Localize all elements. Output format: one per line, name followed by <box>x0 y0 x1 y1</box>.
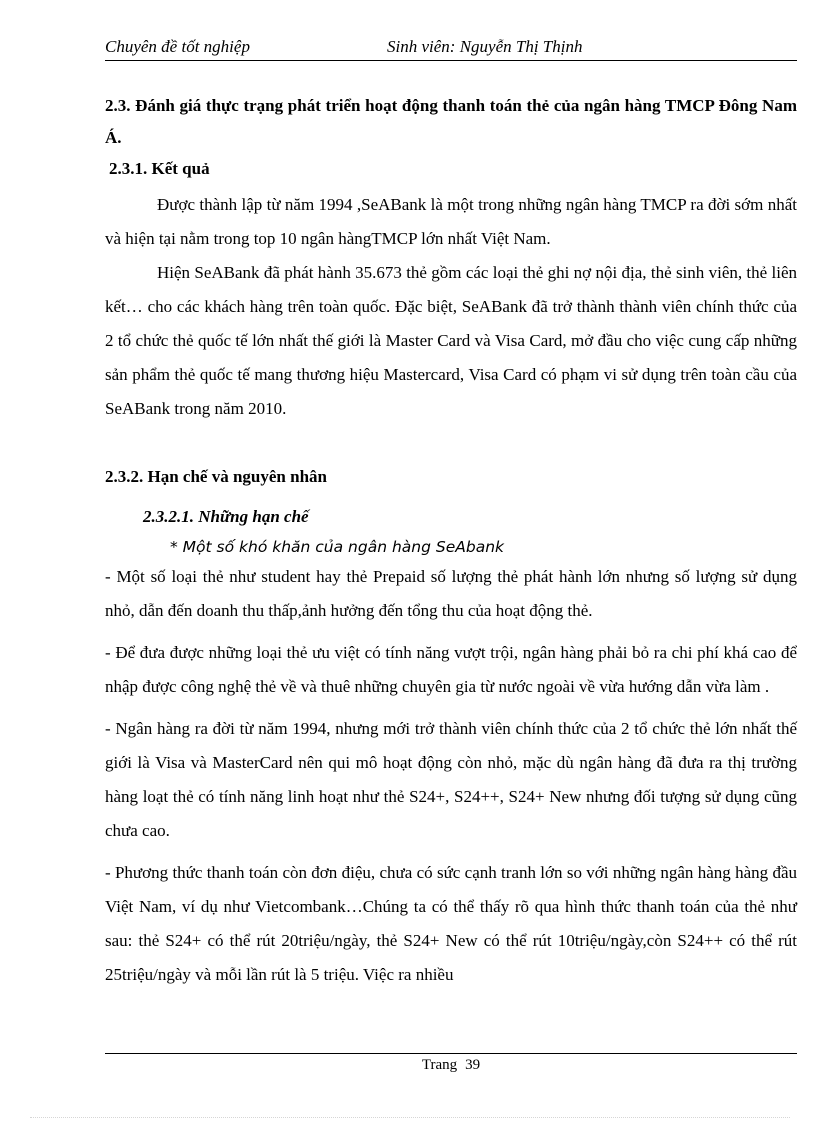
page-header <box>105 37 797 61</box>
header-left-text: Chuyên đề tốt nghiệp <box>105 37 250 56</box>
page-bottom-dotted-rule <box>30 1117 790 1118</box>
bullet-paragraph-2: - Để đưa được những loại thẻ ưu việt có tính năng vượt trội, ngân hàng phải bỏ ra chi phí khá cao để nhập được công nghệ thẻ về và thuê những chuyên gia từ nước ngoài về vừa hướng dẫn vừa làm . <box>105 643 797 696</box>
page-number: 39 <box>465 1057 481 1073</box>
page-content <box>105 90 797 1000</box>
page-number-label: Trang <box>421 1057 458 1073</box>
subsection-heading-2-3-1: 2.3.1. Kết quả <box>109 159 210 178</box>
bullet-paragraph-1: - Một số loại thẻ như student hay thẻ Prepaid số lượng thẻ phát hành lớn nhưng số lượng sử dụng nhỏ, dẫn đến doanh thu thấp,ảnh hưởng đến tổng thu của hoạt động thẻ. <box>105 567 797 620</box>
subsubsection-heading-2-3-2-1: 2.3.2.1. Những hạn chế <box>143 507 309 526</box>
footer-divider <box>105 1053 797 1054</box>
section-heading: 2.3. Đánh giá thực trạng phát triển hoạt động thanh toán thẻ của ngân hàng TMCP Đông Nam Á. <box>105 96 797 147</box>
bullet-paragraph-4: - Phương thức thanh toán còn đơn điệu, chưa có sức cạnh tranh lớn so với những ngân hàng hàng đầu Việt Nam, ví dụ như Vietcombank…Chúng ta có thể thấy rõ qua hình thức thanh toán của thẻ như sau: thẻ S24+ có thể rút 20triệu/ngày, thẻ S24+ New có thể rút 10triệu/ngày,còn S24++ có thể rút 25triệu/ngày và mỗi lần rút là 5 triệu. Việc ra nhiều <box>105 863 797 984</box>
bullet-paragraph-3: - Ngân hàng ra đời từ năm 1994, nhưng mới trở thành viên chính thức của 2 tổ chức thẻ lớn nhất thế giới là Visa và MasterCard nên qui mô hoạt động còn nhỏ, mặc dù ngân hàng đã đưa ra thị trường hàng loạt thẻ có tính năng linh hoạt như thẻ S24+, S24++, S24+ New nhưng đối tượng sử dụng cũng chưa cao. <box>105 719 797 840</box>
subsection-heading-2-3-2: 2.3.2. Hạn chế và nguyên nhân <box>105 467 327 486</box>
paragraph-1: Được thành lập từ năm 1994 ,SeABank là một trong những ngân hàng TMCP ra đời sớm nhất và hiện tại nằm trong top 10 ngân hàngTMCP lớn nhất Việt Nam. <box>105 195 797 248</box>
note-line: * Một số khó khăn của ngân hàng SeAbank <box>170 538 504 556</box>
header-divider <box>105 60 797 61</box>
page-footer <box>105 1057 797 1074</box>
paragraph-2: Hiện SeABank đã phát hành 35.673 thẻ gồm các loại thẻ ghi nợ nội địa, thẻ sinh viên, thẻ liên kết… cho các khách hàng trên toàn quốc. Đặc biệt, SeABank đã trở thành thành viên chính thức của 2 tổ chức thẻ quốc tế lớn nhất thế giới là Master Card và Visa Card, mở đầu cho việc cung cấp những sản phẩm thẻ quốc tế mang thương hiệu Mastercard, Visa Card có phạm vi sử dụng trên toàn cầu của SeABank trong năm 2010. <box>105 263 797 418</box>
header-right-text: Sinh viên: Nguyễn Thị Thịnh <box>387 37 583 56</box>
